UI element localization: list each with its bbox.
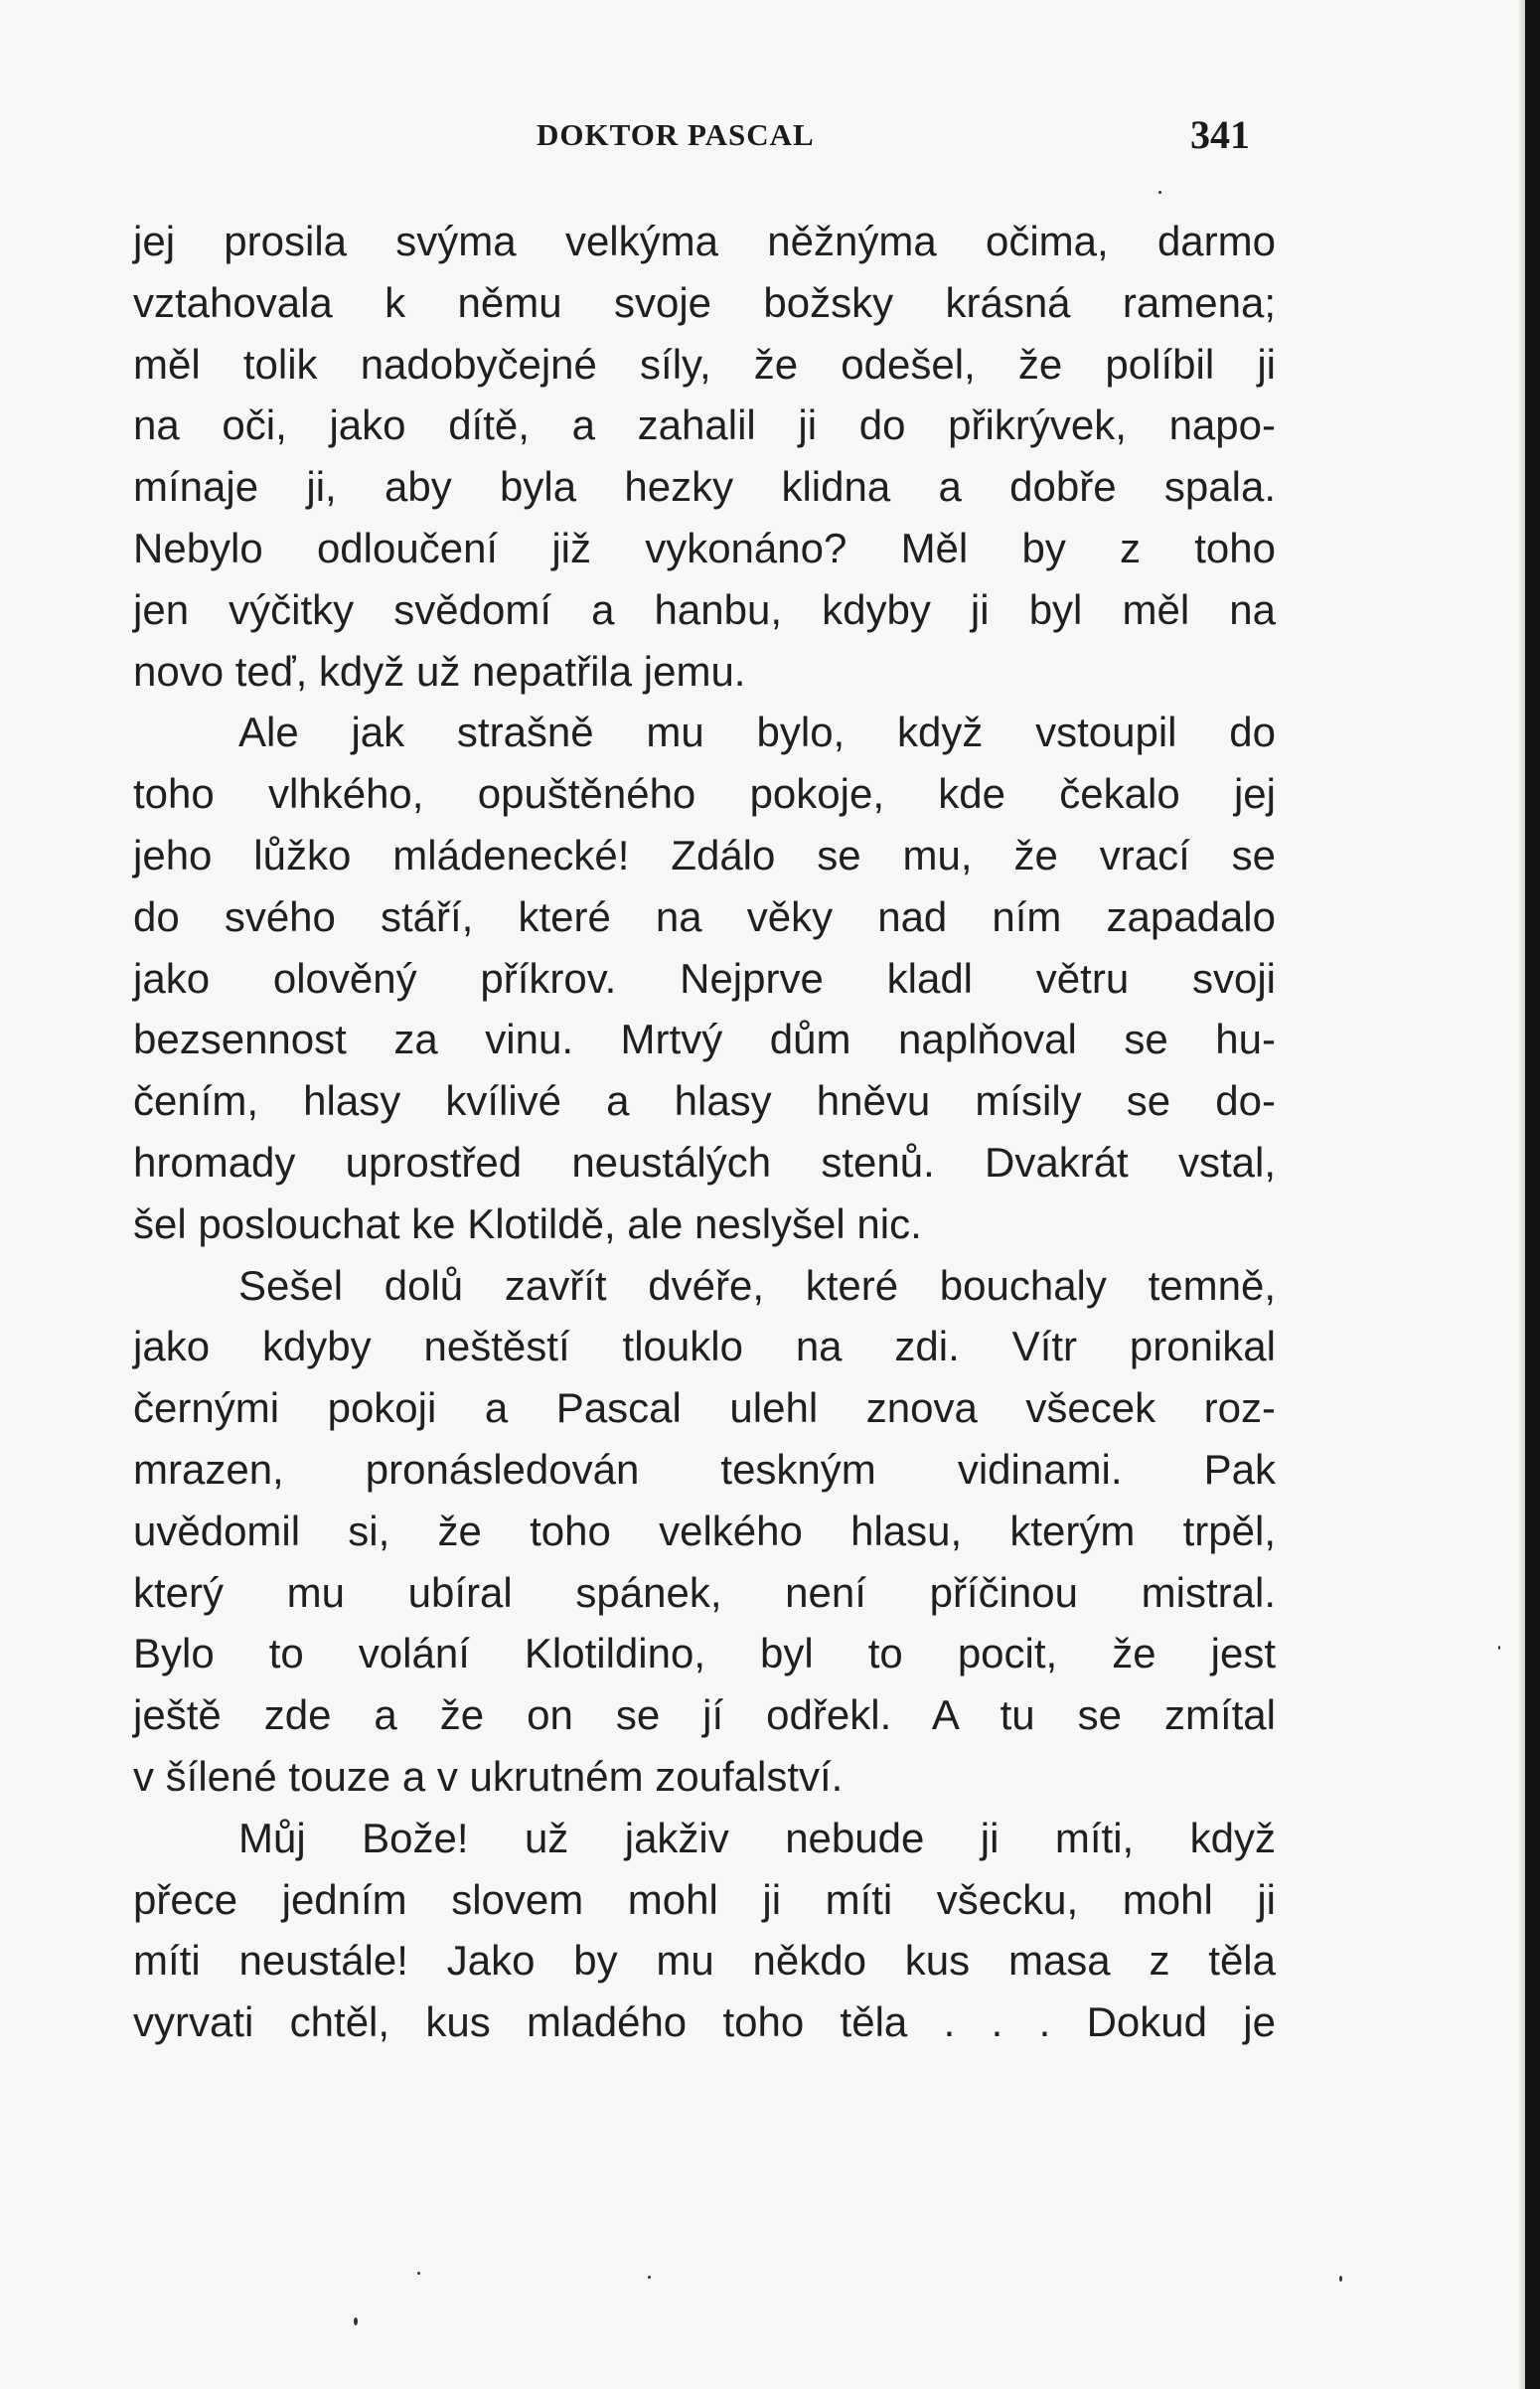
text-line: bezsennost za vinu. Mrtvý dům naplňoval se hu-: [133, 1016, 1276, 1063]
scan-speck: [354, 2317, 358, 2325]
scan-speck: [648, 2276, 651, 2279]
running-head: DOKTOR PASCAL: [537, 117, 815, 152]
text-line: Bylo to volání Klotildino, byl to pocit, že jest: [133, 1630, 1276, 1677]
text-line: Nebylo odloučení již vykonáno? Měl by z toho: [133, 524, 1276, 571]
text-line: přece jedním slovem mohl ji míti všecku, mohl ji: [133, 1875, 1276, 1923]
text-line: čením, hlasy kvílivé a hlasy hněvu mísily se do-: [133, 1077, 1276, 1125]
text-line: mínaje ji, aby byla hezky klidna a dobře spala.: [133, 463, 1276, 511]
text-line: v šílené touze a v ukrutném zoufalství.: [133, 1752, 844, 1800]
text-line: ještě zde a že on se jí odřekl. A tu se zmítal: [133, 1691, 1276, 1739]
text-line: toho vlhkého, opuštěného pokoje, kde čekalo jej: [133, 770, 1276, 818]
text-line: hromady uprostřed neustálých stenů. Dvakrát vstal,: [133, 1138, 1276, 1186]
text-line: šel poslouchat ke Klotildě, ale neslyšel nic.: [133, 1199, 922, 1247]
paragraph-2: [133, 702, 1276, 1254]
scan-border: [1525, 0, 1540, 2389]
text-line: jeho lůžko mládenecké! Zdálo se mu, že vrací se: [133, 831, 1276, 878]
scan-speck: [417, 2272, 420, 2275]
scan-speck: [1158, 191, 1161, 194]
scan-speck: [1498, 1646, 1500, 1650]
text-line: vztahovala k němu svoje božsky krásná ramena;: [133, 278, 1276, 326]
paragraph-1: [133, 211, 1276, 702]
text-line: jako kdyby neštěstí tlouklo na zdi. Vítr pronikal: [133, 1323, 1276, 1370]
paragraph-4: [133, 1808, 1276, 2053]
text-line: míti neustále! Jako by mu někdo kus masa z těla: [133, 1937, 1276, 1985]
text-line: měl tolik nadobyčejné síly, že odešel, že políbil ji: [133, 340, 1276, 388]
paragraph-3: [133, 1255, 1276, 1808]
text-line: mrazen, pronásledován teskným vidinami. Pak: [133, 1445, 1276, 1493]
page-header: [0, 111, 1525, 161]
text-line: na oči, jako dítě, a zahalil ji do přikrývek, napo-: [133, 401, 1276, 449]
page-number: 341: [1190, 112, 1250, 157]
text-line: jej prosila svýma velkýma něžnýma očima, darmo: [133, 218, 1276, 264]
text-line: Sešel dolů zavřít dvéře, které bouchaly temně,: [238, 1261, 1276, 1309]
text-line: Můj Bože! už jakživ nebude ji míti, když: [238, 1814, 1276, 1861]
text-line: který mu ubíral spánek, není příčinou mistral.: [133, 1568, 1276, 1616]
scan-speck: [1339, 2276, 1342, 2282]
text-line: černými pokoji a Pascal ulehl znova všecek roz-: [133, 1384, 1276, 1432]
text-line: novo teď, když už nepatřila jemu.: [133, 647, 746, 695]
text-body: [133, 211, 1276, 2053]
text-line: Ale jak strašně mu bylo, když vstoupil do: [238, 709, 1276, 756]
text-line: jako olověný příkrov. Nejprve kladl větru svoji: [133, 954, 1276, 1002]
text-line: uvědomil si, že toho velkého hlasu, kterým trpěl,: [133, 1507, 1276, 1554]
text-line: jen výčitky svědomí a hanbu, kdyby ji byl měl na: [133, 585, 1276, 633]
text-line: vyrvati chtěl, kus mladého toho těla . . . Dokud je: [133, 1998, 1276, 2046]
text-line: do svého stáří, které na věky nad ním zapadalo: [133, 892, 1276, 940]
